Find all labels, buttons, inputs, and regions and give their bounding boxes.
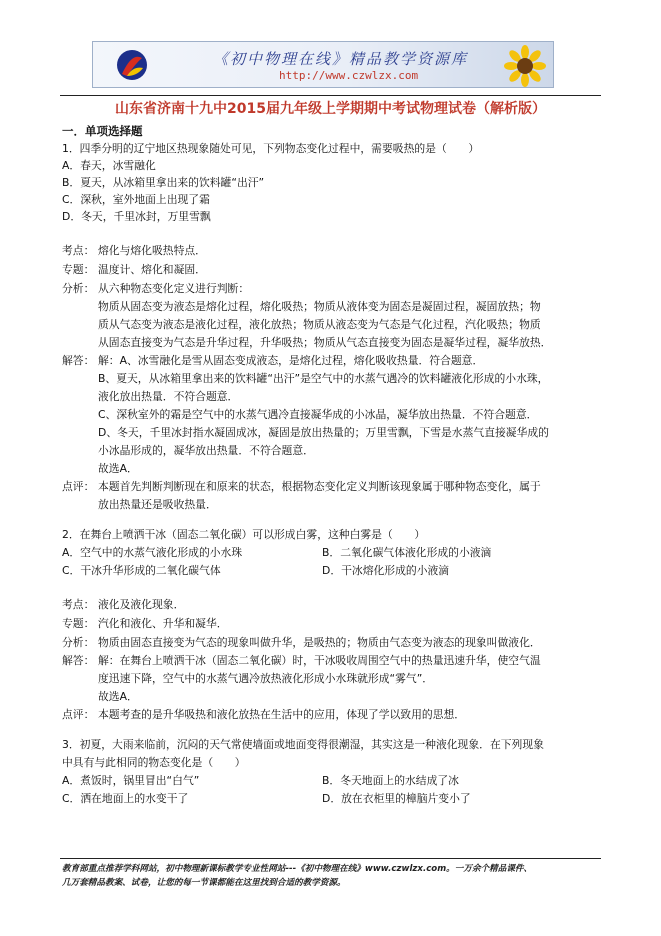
q1-zhuanti-label: 专题： (62, 263, 95, 276)
q2-jieda-label: 解答： (62, 654, 95, 667)
q2-jieda-line: 解：在舞台上喷洒干冰（固态二氧化碳）时，干冰吸收周围空气中的热量迅速升华，使空气温 (98, 654, 541, 667)
banner-title: 《初中物理在线》精品教学资源库 (213, 50, 469, 68)
q1-dianping-line: 本题首先判断判断现在和原来的状态，根据物态变化定义判断该现象属于哪种物态变化，属于 (98, 480, 541, 493)
q1-option-d: D．冬天，千里冰封，万里雪飘 (62, 210, 211, 223)
q1-option-c: C．深秋，室外地面上出现了霜 (62, 193, 210, 206)
q1-fenxi-line: 从六种物态变化定义进行判断： (98, 282, 250, 295)
q2-stem: 2．在舞台上喷洒干冰（固态二氧化碳）可以形成白雾，这种白雾是（ ） (62, 528, 426, 541)
q1-jieda-line: 解：A、冰雪融化是雪从固态变成液态，是熔化过程，熔化吸收热量．符合题意． (98, 354, 484, 367)
q2-jieda-line: 度迅速下降，空气中的水蒸气遇冷放热液化形成小水珠就形成“雾气”． (98, 672, 434, 685)
q2-zhuanti-label: 专题： (62, 617, 95, 630)
q1-jieda-line: D、冬天，千里冰封指水凝固成冰，凝固是放出热量的；万里雪飘，下雪是水蒸气直接凝华成的 (98, 426, 549, 439)
q2-dianping-label: 点评： (62, 708, 95, 721)
q2-option-c: C．干冰升华形成的二氧化碳气体 (62, 564, 221, 577)
q1-kaodian-label: 考点： (62, 244, 95, 257)
site-logo-icon (115, 48, 149, 82)
q2-option-d: D．干冰熔化形成的小液滴 (322, 564, 450, 577)
q1-jieda-line: 故选A． (98, 462, 138, 475)
banner-url[interactable]: http://www.czwlzx.com (279, 69, 419, 82)
q1-fenxi-line: 质从气态变为液态是液化过程，液化放热；物质从液态变为气态是气化过程，汽化吸热；物质 (98, 318, 541, 331)
q2-fenxi-label: 分析： (62, 636, 95, 649)
sunflower-icon (503, 44, 547, 88)
q1-jieda-line: 小冰晶形成的，凝华放出热量．不符合题意． (98, 444, 314, 457)
q3-stem-line: 3．初夏，大雨来临前，沉闷的天气常使墙面或地面变得很潮湿，其实这是一种液化现象．在下列现象 (62, 738, 544, 751)
footer-line: 教育部重点推荐学科网站，初中物理新课标教学专业性网站---《初中物理在线》www.czwlzx.com。一万余个精品课件、 (62, 864, 533, 874)
q2-zhuanti: 汽化和液化、升华和凝华． (98, 617, 228, 630)
footer-line: 几万套精品教案、试卷，让您的每一节课都能在这里找到合适的教学资源。 (62, 878, 346, 888)
q2-dianping-line: 本题考查的是升华吸热和液化放热在生活中的应用，体现了学以致用的思想． (98, 708, 466, 721)
q1-zhuanti: 温度计、熔化和凝固． (98, 263, 206, 276)
footer-divider (60, 858, 601, 859)
q1-stem: 1．四季分明的辽宁地区热现象随处可见，下列物态变化过程中，需要吸热的是（ ） (62, 142, 480, 155)
q3-stem-line: 中具有与此相同的物态变化是（ ） (62, 756, 246, 769)
q1-option-a: A．春天，冰雪融化 (62, 159, 156, 172)
q1-jieda-line: C、深秋室外的霜是空气中的水蒸气遇冷直接凝华成的小冰晶，凝华放出热量．不符合题意． (98, 408, 538, 421)
site-banner (92, 41, 554, 88)
q3-option-a: A．煮饭时，锅里冒出“白气” (62, 774, 200, 787)
q3-option-b: B．冬天地面上的水结成了冰 (322, 774, 459, 787)
q1-kaodian: 熔化与熔化吸热特点． (98, 244, 206, 257)
q1-fenxi-label: 分析： (62, 282, 95, 295)
q1-fenxi-line: 从固态直接变为气态是升华过程，升华吸热；物质从气态直接变为固态是凝华过程，凝华放热． (98, 336, 552, 349)
q3-option-c: C．洒在地面上的水变干了 (62, 792, 189, 805)
document-title: 山东省济南十九中2015届九年级上学期期中考试物理试卷（解析版） (115, 101, 546, 117)
q1-jieda-line: B、夏天，从冰箱里拿出来的饮料罐“出汗”是空气中的水蒸气遇冷的饮料罐液化形成的小水珠， (98, 372, 549, 385)
q3-option-d: D．放在衣柜里的樟脑片变小了 (322, 792, 471, 805)
q1-dianping-label: 点评： (62, 480, 95, 493)
q1-dianping-line: 放出热量还是吸收热量． (98, 498, 217, 511)
q2-option-a: A．空气中的水蒸气液化形成的小水珠 (62, 546, 243, 559)
q2-kaodian: 液化及液化现象． (98, 598, 185, 611)
section-heading: 一．单项选择题 (62, 124, 143, 138)
q1-option-b: B．夏天，从冰箱里拿出来的饮料罐“出汗” (62, 176, 265, 189)
header-divider (60, 95, 601, 96)
q2-option-b: B．二氧化碳气体液化形成的小液滴 (322, 546, 492, 559)
q1-jieda-line: 液化放出热量．不符合题意． (98, 390, 239, 403)
q2-jieda-line: 故选A． (98, 690, 138, 703)
q2-kaodian-label: 考点： (62, 598, 95, 611)
q1-jieda-label: 解答： (62, 354, 95, 367)
q1-fenxi-line: 物质从固态变为液态是熔化过程，熔化吸热；物质从液体变为固态是凝固过程，凝固放热；物 (98, 300, 541, 313)
q2-fenxi-line: 物质由固态直接变为气态的现象叫做升华，是吸热的；物质由气态变为液态的现象叫做液化． (98, 636, 541, 649)
